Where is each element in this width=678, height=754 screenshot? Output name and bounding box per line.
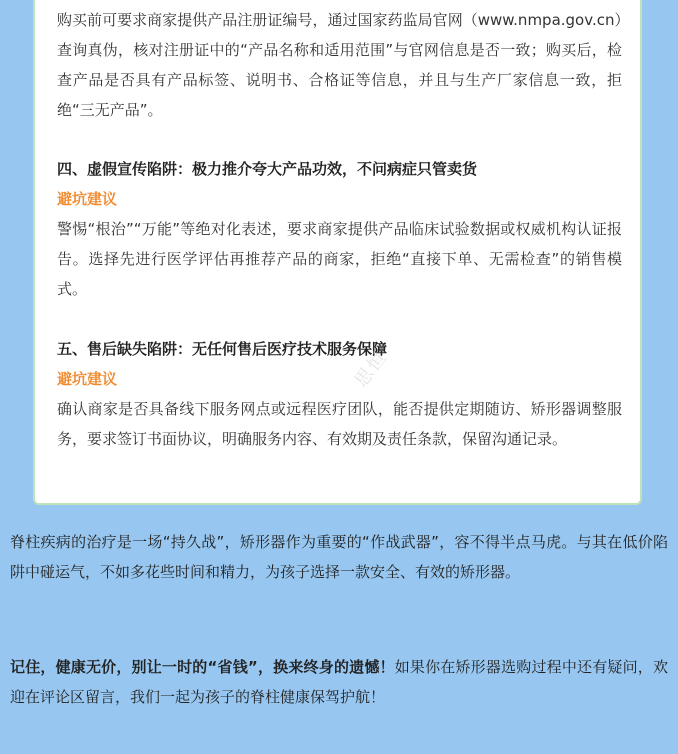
section4-heading: 四、虚假宣传陷阱：极力推介夸大产品功效，不问病症只管卖货 [57,160,478,178]
section5-heading: 五、售后缺失陷阱：无任何售后医疗技术服务保障 [57,340,388,358]
section5-body: 确认商家是否具备线下服务网点或远程医疗团队，能否提供定期随访、矫形器调整服务，要求签订书面协议，明确服务内容、有效期及责任条款，保留沟通记录。 [57,400,622,448]
section5-tip-label: 避坑建议 [57,370,118,388]
watermark: 思恒 [350,346,392,392]
conclusion-paragraph: 脊柱疾病的治疗是一场“持久战”，矫形器作为重要的“作战武器”，容不得半点马虎。与其在低价陷阱中碰运气，不如多花些时间和精力，为孩子选择一款安全、有效的矫形器。 [10,533,668,581]
intro-paragraph: 购买前可要求商家提供产品注册证编号，通过国家药监局官网（www.nmpa.gov.cn）查询真伪，核对注册证中的“产品名称和适用范围”与官网信息是否一致；购买后，检查产品是否具有产品标签、说明书、合格证等信息，并且与生产厂家信息一致，拒绝“三无产品”。 [57,11,622,119]
reminder-paragraph [10,652,668,712]
section4-tip-label: 避坑建议 [57,190,118,208]
info-card [33,0,642,505]
reminder-rest-text: 如果你在矫形器选购过程中还有疑问，欢迎在评论区留言，我们一起为孩子的脊柱健康保驾护航！ [10,658,668,706]
section4-body: 警惕“根治”“万能”等绝对化表述，要求商家提供产品临床试验数据或权威机构认证报告。选择先进行医学评估再推荐产品的商家，拒绝“直接下单、无需检查”的销售模式。 [57,220,622,298]
reminder-bold-text: 记住，健康无价，别让一时的“省钱”，换来终身的遗憾！ [10,658,395,676]
